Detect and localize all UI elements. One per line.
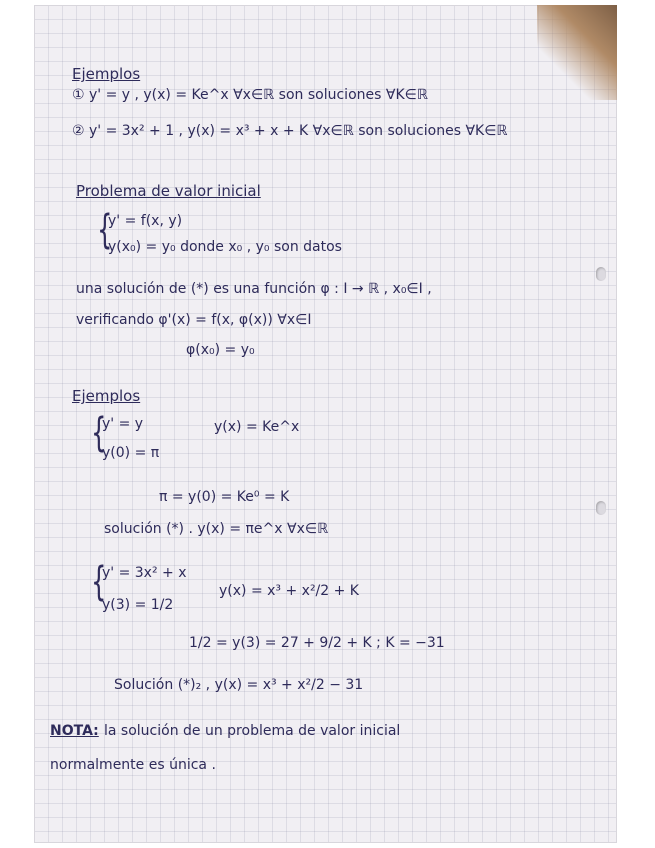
example-2-system-1: y' = 3x² + x [102, 565, 187, 581]
brace-system: { [97, 207, 113, 253]
notebook-page [34, 5, 617, 843]
note-label: NOTA: [50, 723, 99, 739]
pvi-equation-1: y' = f(x, y) [108, 213, 183, 229]
brace-system: { [91, 410, 107, 456]
example-1-system-2: y(0) = π [102, 445, 160, 461]
definition-line-2: verificando φ'(x) = f(x, φ(x)) ∀x∈I [76, 312, 312, 328]
example-2-line: ② y' = 3x² + 1 , y(x) = x³ + x + K ∀x∈ℝ son soluciones ∀K∈ℝ [72, 123, 508, 139]
example-2-calculation: 1/2 = y(3) = 27 + 9/2 + K ; K = −31 [189, 635, 445, 651]
page-corner-shadow [537, 5, 617, 100]
brace-system: { [91, 559, 107, 605]
example-2-solution: Solución (*)₂ , y(x) = x³ + x²/2 − 31 [114, 677, 364, 693]
definition-line-3: φ(x₀) = y₀ [186, 342, 255, 358]
note-line-1: la solución de un problema de valor inicial [104, 723, 401, 739]
example-2-general-solution: y(x) = x³ + x²/2 + K [219, 583, 359, 599]
example-1-calculation: π = y(0) = Ke⁰ = K [159, 489, 290, 505]
heading-examples-2: Ejemplos [72, 387, 141, 405]
heading-examples-1: Ejemplos [72, 65, 141, 83]
example-1-general-solution: y(x) = Ke^x [214, 419, 300, 435]
binder-hole [596, 267, 606, 281]
definition-line-1: una solución de (*) es una función φ : I → ℝ , x₀∈I , [76, 281, 432, 297]
example-1-system-1: y' = y [102, 416, 144, 432]
binder-hole [596, 501, 606, 515]
example-2-system-2: y(3) = 1/2 [102, 597, 174, 613]
pvi-equation-2: y(x₀) = y₀ donde x₀ , y₀ son datos [108, 239, 342, 255]
example-1-solution: solución (*) . y(x) = πe^x ∀x∈ℝ [104, 521, 329, 537]
example-1-line: ① y' = y , y(x) = Ke^x ∀x∈ℝ son soluciones ∀K∈ℝ [72, 87, 428, 103]
note-line-2: normalmente es única . [50, 757, 216, 773]
heading-initial-value-problem: Problema de valor inicial [76, 182, 261, 200]
